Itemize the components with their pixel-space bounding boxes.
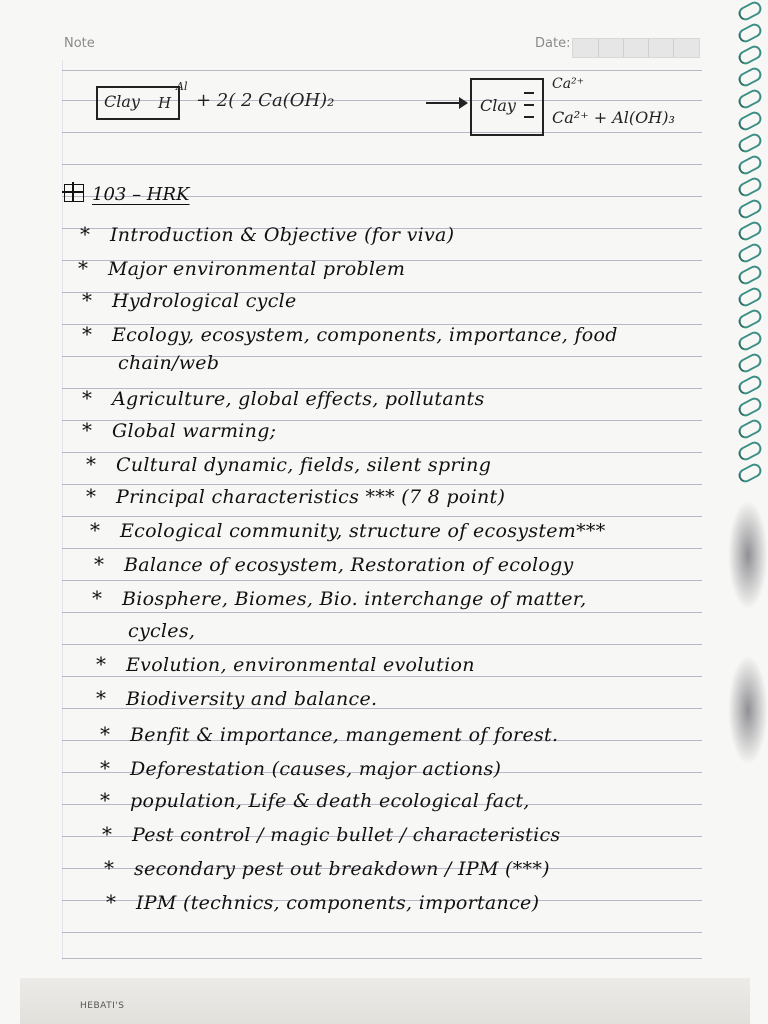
brand-mark: HEBATI'S xyxy=(80,1001,125,1011)
spiral-binding xyxy=(740,0,768,1024)
ruled-line xyxy=(62,516,702,517)
list-item-text: Ecology, ecosystem, components, importance, food xyxy=(112,324,618,346)
reaction-arrow xyxy=(426,102,466,104)
bullet-asterisk: * xyxy=(82,386,93,410)
list-item xyxy=(128,620,195,642)
date-label: Date: xyxy=(535,36,571,51)
list-item xyxy=(118,352,219,374)
list-item-text: chain/web xyxy=(118,352,220,374)
list-item-text: Hydrological cycle xyxy=(112,290,297,312)
calcium-bottom: Ca²⁺ + Al(OH)₃ xyxy=(552,108,675,127)
spiral-coil xyxy=(736,153,764,177)
bullet-asterisk: * xyxy=(94,552,105,576)
calcium-top: Ca²⁺ xyxy=(552,76,585,92)
list-item xyxy=(82,418,276,442)
bullet-asterisk: * xyxy=(100,756,111,780)
bullet-asterisk: * xyxy=(100,722,111,746)
spiral-coil xyxy=(736,197,764,221)
spiral-coil xyxy=(736,307,764,331)
spiral-coil xyxy=(736,175,764,199)
ruled-line xyxy=(62,580,702,581)
spiral-coil xyxy=(736,43,764,67)
bullet-asterisk: * xyxy=(104,856,115,880)
spiral-coil xyxy=(736,263,764,287)
bullet-asterisk: * xyxy=(96,652,107,676)
list-item xyxy=(100,722,558,746)
list-item xyxy=(82,288,297,312)
spiral-coil xyxy=(736,219,764,243)
list-item-text: Deforestation (causes, major actions) xyxy=(130,758,502,780)
spiral-coil xyxy=(736,351,764,375)
list-item xyxy=(94,552,574,576)
list-item-text: Ecological community, structure of ecosystem*** xyxy=(120,520,606,542)
clay-label-left: Clay xyxy=(104,92,140,111)
ruled-line xyxy=(62,644,702,645)
list-item-text: Agriculture, global effects, pollutants xyxy=(112,388,485,410)
bullet-asterisk: * xyxy=(100,788,111,812)
list-item xyxy=(96,652,475,676)
clay-label-right: Clay xyxy=(480,96,516,115)
ruled-line xyxy=(62,164,702,165)
ruled-line xyxy=(62,932,702,933)
bullet-asterisk: * xyxy=(96,686,107,710)
spiral-coil xyxy=(736,417,764,441)
list-item xyxy=(86,484,505,508)
note-label: Note xyxy=(64,36,95,51)
list-item-text: population, Life & death ecological fact, xyxy=(130,790,530,812)
spiral-coil xyxy=(736,395,764,419)
list-item-text: secondary pest out breakdown / IPM (***) xyxy=(134,858,550,880)
bullet-asterisk: * xyxy=(82,288,93,312)
bullet-asterisk: * xyxy=(78,256,89,280)
chemical-formula xyxy=(96,70,716,140)
bullet-asterisk: * xyxy=(86,484,97,508)
list-item xyxy=(96,686,377,710)
list-item xyxy=(82,386,485,410)
spiral-coil xyxy=(736,65,764,89)
footer-strip xyxy=(20,978,750,1024)
aluminium-superscript: Al xyxy=(176,80,188,93)
spiral-coil xyxy=(736,131,764,155)
bullet-asterisk: * xyxy=(82,418,93,442)
clay-box-left xyxy=(96,86,180,120)
list-item xyxy=(102,822,560,846)
list-item-text: Pest control / magic bullet / characteristics xyxy=(132,824,561,846)
list-item-text: Major environmental problem xyxy=(108,258,406,280)
list-item xyxy=(106,890,539,914)
list-item-text: Benfit & importance, mangement of forest. xyxy=(130,724,559,746)
list-item-text: Global warming; xyxy=(112,420,277,442)
spiral-coil xyxy=(736,87,764,111)
spiral-coil xyxy=(736,241,764,265)
list-item-text: Evolution, environmental evolution xyxy=(126,654,475,676)
list-item xyxy=(82,322,618,346)
list-item xyxy=(78,256,405,280)
bullet-asterisk: * xyxy=(90,518,101,542)
list-item xyxy=(104,856,550,880)
ruled-line xyxy=(62,612,702,613)
list-item-text: Principal characteristics *** (7 8 point) xyxy=(116,486,506,508)
hash-box-icon xyxy=(64,184,84,202)
spiral-coil xyxy=(736,329,764,353)
list-item xyxy=(100,788,530,812)
list-item-text: cycles, xyxy=(128,620,196,642)
list-item xyxy=(86,452,491,476)
spiral-coil xyxy=(736,439,764,463)
hydrogen-label: H xyxy=(158,94,172,112)
bullet-asterisk: * xyxy=(80,222,91,246)
list-item xyxy=(90,518,606,542)
spiral-coil xyxy=(736,21,764,45)
list-item xyxy=(100,756,501,780)
list-item-text: Balance of ecosystem, Restoration of ecology xyxy=(124,554,574,576)
list-item xyxy=(92,586,586,610)
clay-box-right xyxy=(470,78,544,136)
spiral-coil xyxy=(736,0,764,23)
list-item-text: Cultural dynamic, fields, silent spring xyxy=(116,454,492,476)
list-item-text: Biodiversity and balance. xyxy=(126,688,378,710)
list-item-text: Biosphere, Biomes, Bio. interchange of matter, xyxy=(122,588,587,610)
spiral-coil xyxy=(736,109,764,133)
spiral-coil xyxy=(736,461,764,485)
bullet-asterisk: * xyxy=(82,322,93,346)
formula-middle: + 2( 2 Ca(OH)₂ xyxy=(196,90,335,111)
section-heading xyxy=(64,184,190,205)
list-item-text: IPM (technics, components, importance) xyxy=(136,892,540,914)
heading-text: 103 – HRK xyxy=(92,184,190,205)
bullet-asterisk: * xyxy=(86,452,97,476)
list-item-text: Introduction & Objective (for viva) xyxy=(110,224,455,246)
date-box xyxy=(572,38,700,58)
margin-line xyxy=(62,60,63,960)
list-item xyxy=(80,222,454,246)
bullet-asterisk: * xyxy=(102,822,113,846)
ruled-line xyxy=(62,676,702,677)
spiral-coil xyxy=(736,373,764,397)
spiral-coil xyxy=(736,285,764,309)
bullet-asterisk: * xyxy=(106,890,117,914)
ruled-line xyxy=(62,548,702,549)
bullet-asterisk: * xyxy=(92,586,103,610)
ruled-line xyxy=(62,958,702,959)
